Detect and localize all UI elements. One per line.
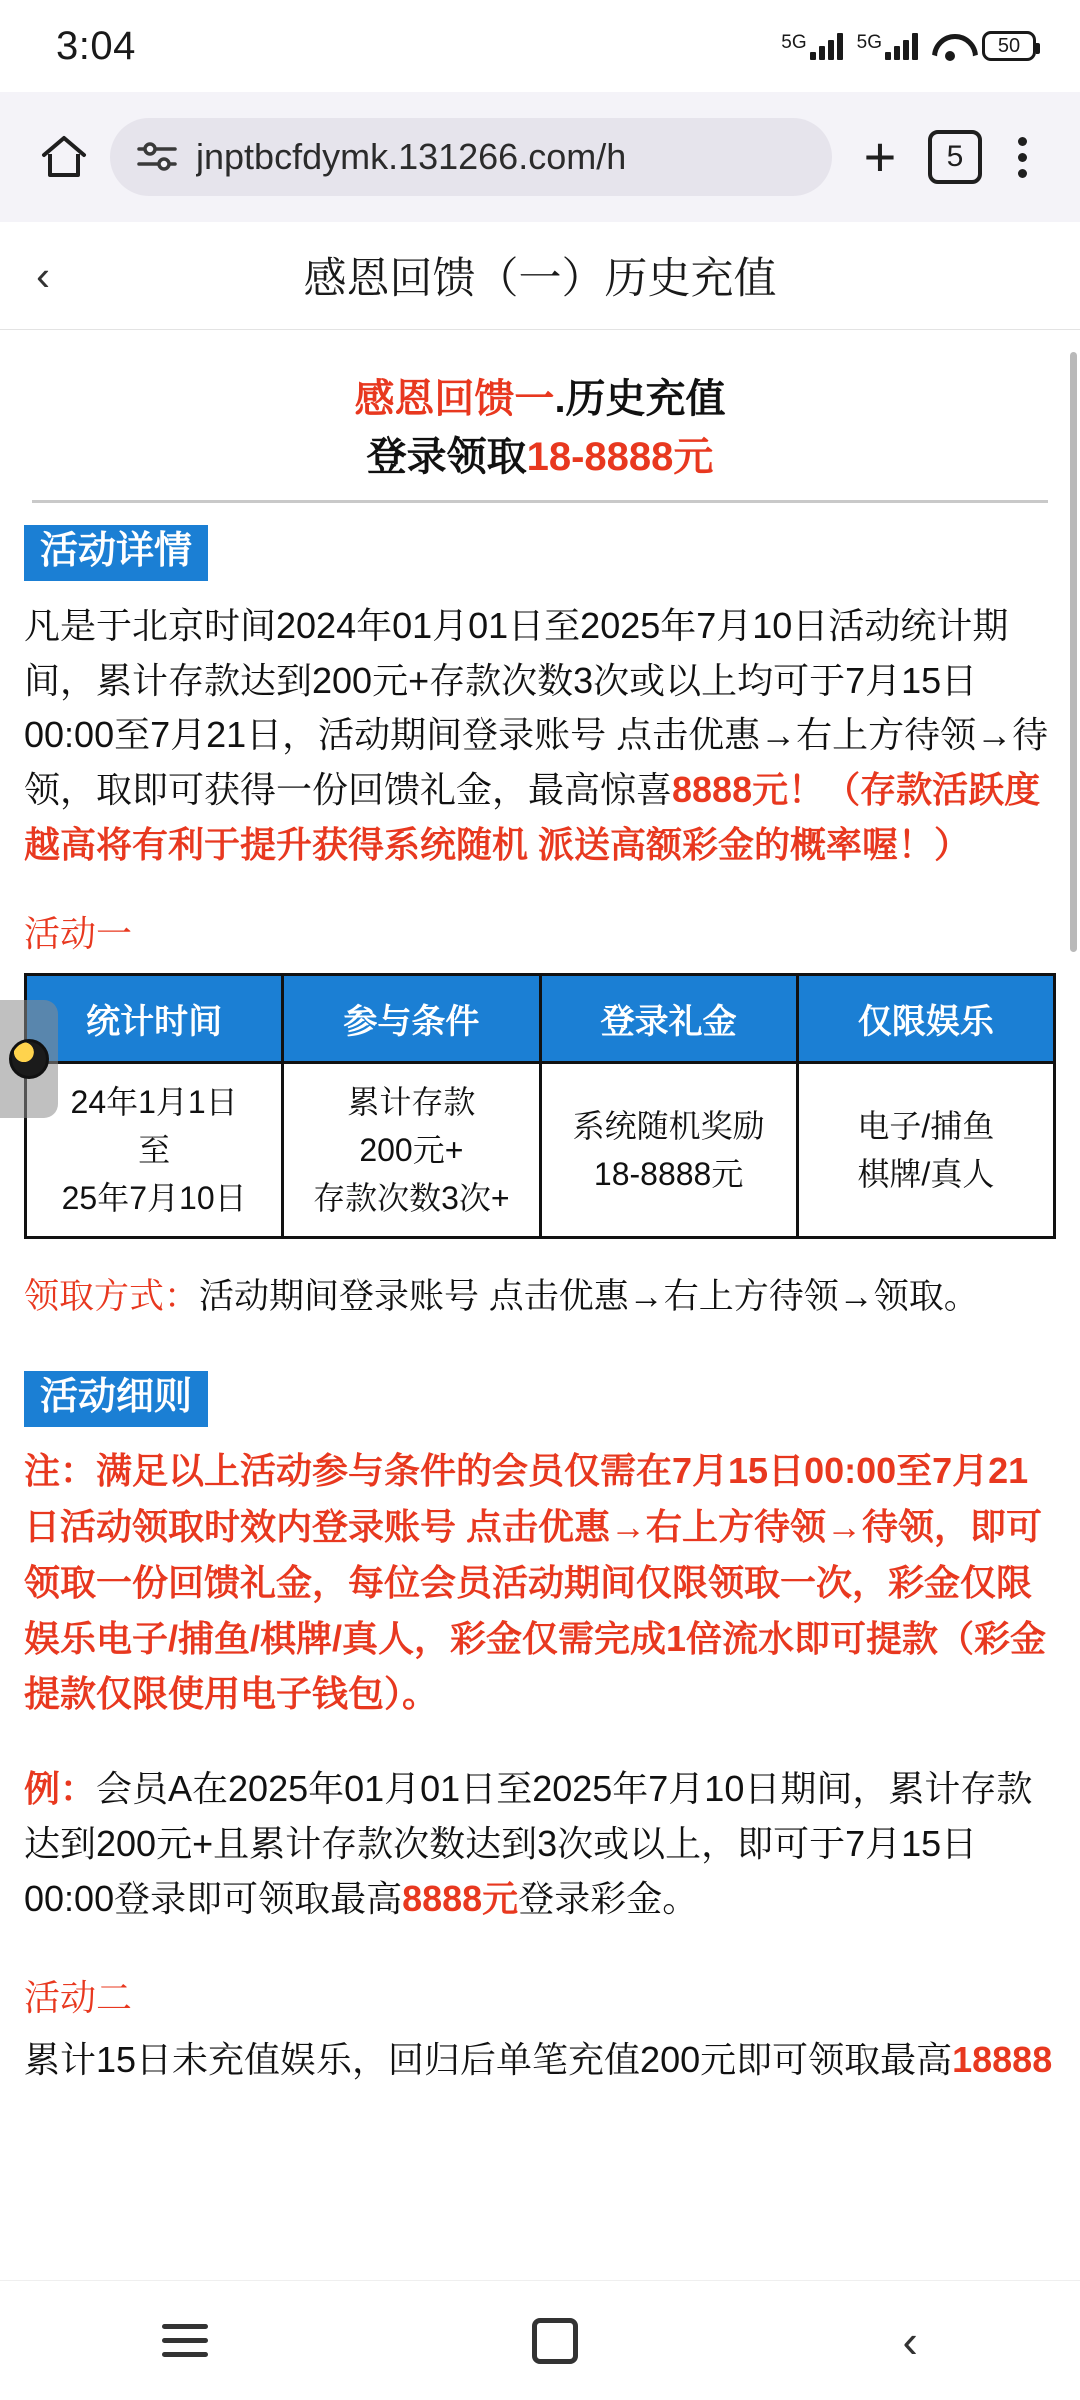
example-highlight: 8888元 — [402, 1877, 519, 1919]
cell-gift-line2: 18-8888元 — [593, 1156, 744, 1193]
details-section-tag: 活动详情 — [24, 525, 208, 581]
rules-section — [24, 1371, 1056, 1722]
signal-label-2: 5G — [856, 32, 882, 53]
nav-back-chevron-icon[interactable]: ‹ — [902, 2314, 918, 2367]
status-clock: 3:04 — [56, 23, 136, 68]
battery-icon — [982, 31, 1036, 61]
claim-method-label: 领取方式： — [24, 1277, 200, 1317]
page-content — [0, 330, 1080, 2280]
cell-time-line3: 25年7月10日 — [61, 1180, 247, 1217]
cell-gift-line1: 系统随机奖励 — [572, 1108, 765, 1145]
table-header-games: 仅限娱乐 — [797, 975, 1054, 1063]
table-header-condition: 参与条件 — [283, 975, 540, 1063]
system-nav-bar — [0, 2280, 1080, 2400]
cell-condition-line3: 存款次数3次+ — [313, 1180, 510, 1217]
signal-bars-icon-1 — [810, 32, 843, 60]
cell-time — [26, 1063, 283, 1238]
table-row — [26, 1063, 1055, 1238]
recent-apps-icon[interactable] — [162, 2324, 208, 2357]
promo-title-black: .历史充值 — [554, 377, 726, 421]
status-indicators — [781, 31, 1036, 61]
new-tab-button[interactable]: + — [863, 125, 897, 188]
cell-gift — [540, 1063, 797, 1238]
details-highlight: 8888元！ — [672, 768, 825, 810]
example-text-part1: 会员A在2025年01月01日至2025年7月10日期间，累计存款达到200元+且累计存款次数达到3次或以上，即可于7月15日00:00登录即可领取最高 — [24, 1768, 1033, 1919]
signal-bars-icon-2 — [885, 32, 918, 60]
floating-ball-icon[interactable] — [0, 1000, 58, 1118]
activity-two-paragraph — [24, 2033, 1056, 2088]
rules-paragraph: 注：满足以上活动参与条件的会员仅需在7月15日00:00至7月21日活动领取时效内登录账号 点击优惠→右上方待领→待领，即可领取一份回馈礼金，每位会员活动期间仅限领取一次，彩金仅限娱乐电子/捕鱼/棋牌/真人，彩金仅需完成1倍流水即可提款（彩金提款仅限使用电子钱包）。 — [24, 1450, 1047, 1715]
url-text: jnptbcfdymk.131266.com/h — [196, 136, 627, 177]
cell-games-line2: 棋牌/真人 — [857, 1156, 995, 1193]
home-icon[interactable] — [36, 129, 92, 185]
promo-title-red: 感恩回馈一 — [354, 377, 555, 421]
cell-condition-line1: 累计存款 — [347, 1084, 476, 1121]
promo-table — [24, 973, 1056, 1239]
page-header — [0, 222, 1080, 330]
address-bar[interactable] — [110, 118, 832, 196]
cell-condition — [283, 1063, 540, 1238]
cell-games — [797, 1063, 1054, 1238]
home-square-icon[interactable] — [532, 2318, 578, 2364]
back-chevron-icon[interactable]: ‹ — [36, 251, 50, 299]
cell-time-line2: 至 — [138, 1132, 171, 1169]
page-title: 感恩回馈（一）历史充值 — [303, 255, 777, 303]
activity-two-text: 累计15日未充值娱乐，回归后单笔充值200元即可领取最高 — [24, 2039, 953, 2081]
table-header-row — [26, 975, 1055, 1063]
tab-switcher-button[interactable]: 5 — [928, 130, 982, 184]
cell-games-line1: 电子/捕鱼 — [857, 1108, 995, 1145]
title-divider — [32, 500, 1048, 503]
rules-section-tag: 活动细则 — [24, 1371, 208, 1427]
claim-method-line — [24, 1269, 1056, 1319]
overflow-menu-icon[interactable] — [1000, 137, 1044, 178]
example-section — [24, 1762, 1056, 1926]
table-header-time: 统计时间 — [26, 975, 283, 1063]
signal-label-1: 5G — [781, 32, 807, 53]
promo-subtitle-black: 登录领取 — [366, 435, 527, 479]
activity-two-section — [24, 1970, 1056, 2088]
page-scrollbar[interactable] — [1070, 352, 1077, 952]
signal-indicator-1 — [781, 32, 842, 60]
signal-indicator-2 — [857, 32, 918, 60]
table-header-gift: 登录礼金 — [540, 975, 797, 1063]
claim-method-text: 活动期间登录账号 点击优惠→右上方待领→领取。 — [199, 1277, 979, 1317]
details-text-part1: 凡是于北京时间2024年01月01日至2025年7月10日活动统计期间，累计存款达到200元+存款次数3次或以上均可于7月15日00:00至7月21日，活动期间登录账号 点击优惠→右上方待领→待领，取即可获得一份回馈礼金，最高惊喜 — [24, 604, 1049, 810]
cell-time-line1: 24年1月1日 — [70, 1084, 238, 1121]
browser-toolbar — [0, 92, 1080, 222]
status-bar — [0, 0, 1080, 92]
details-text-part2: （存款活跃度越高将有利于提升获得系统随机 派送高额彩金的概率喔！） — [24, 768, 1041, 865]
cell-condition-line2: 200元+ — [359, 1132, 464, 1169]
details-paragraph — [24, 599, 1056, 873]
example-text-part2: 登录彩金。 — [518, 1877, 699, 1919]
activity-two-label: 活动二 — [24, 1977, 133, 2019]
wifi-icon — [932, 32, 968, 60]
battery-level-label: 50 — [997, 34, 1021, 57]
activity-one-label: 活动一 — [24, 913, 133, 955]
promo-subtitle-red: 18-8888元 — [526, 435, 714, 479]
site-settings-icon[interactable] — [136, 139, 178, 175]
floating-ball-glyph — [9, 1039, 49, 1079]
activity-two-highlight: 18888 — [952, 2039, 1053, 2081]
example-label: 例： — [24, 1768, 97, 1810]
promo-title — [24, 370, 1056, 486]
